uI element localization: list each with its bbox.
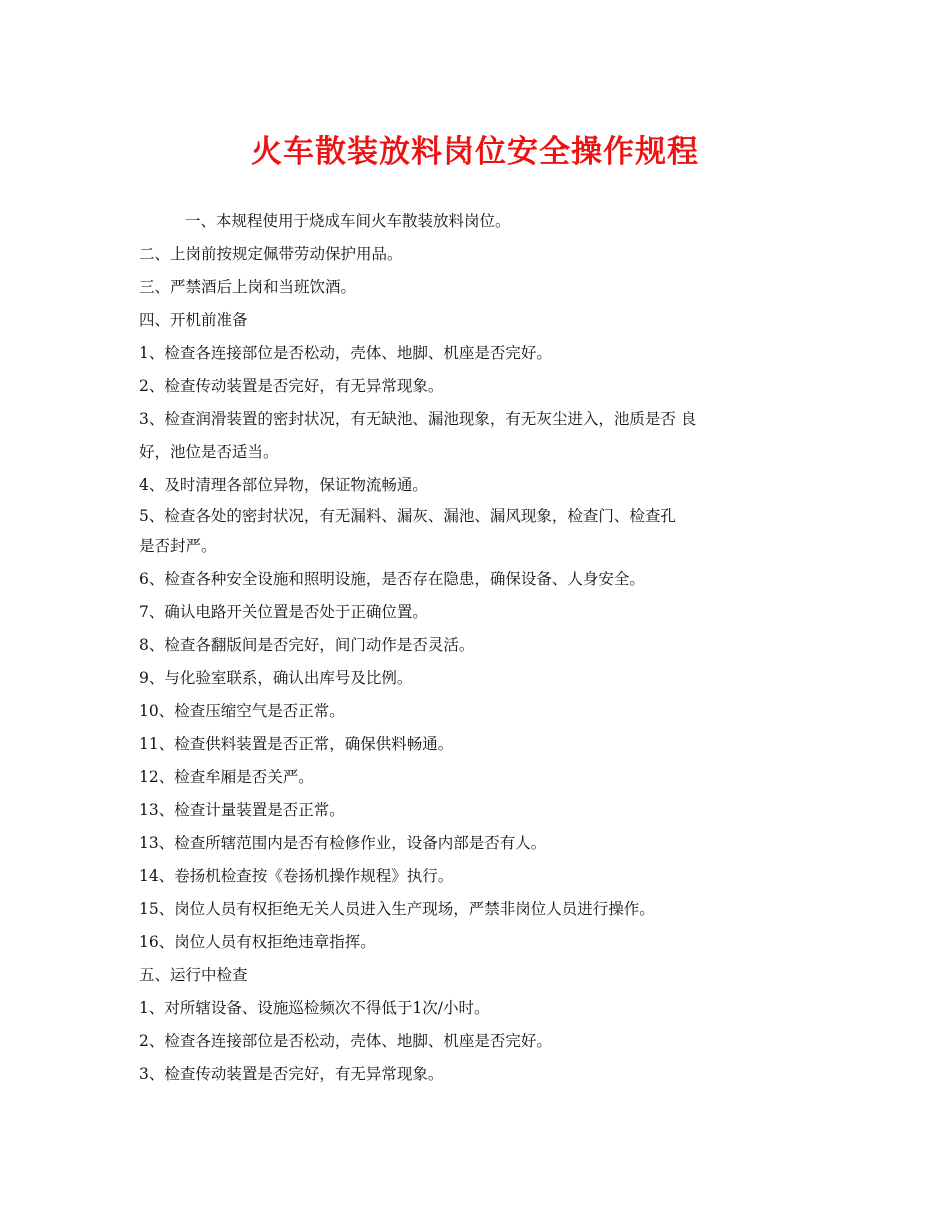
paragraph-line: 8、检查各翻版间是否完好，间门动作是否灵活。: [139, 636, 475, 654]
section-heading: 五、运行中检查: [139, 966, 248, 984]
section-heading: 四、开机前准备: [139, 311, 248, 329]
paragraph-line: 9、与化验室联系，确认出库号及比例。: [139, 669, 413, 687]
paragraph-line: 12、检查牟厢是否关严。: [139, 768, 314, 786]
paragraph-line: 11、检查供料装置是否正常，确保供料畅通。: [139, 735, 454, 753]
paragraph-line: 一、本规程使用于烧成车间火车散装放料岗位。: [185, 212, 511, 230]
document-title: 火车散装放料岗位安全操作规程: [251, 134, 699, 170]
paragraph-line: 好，池位是否适当。: [139, 443, 279, 461]
paragraph-line: 16、岗位人员有权拒绝违章指挥。: [139, 933, 376, 951]
paragraph-line: 1、检查各连接部位是否松动，壳体、地脚、机座是否完好。: [139, 344, 552, 362]
paragraph-line: 2、检查各连接部位是否松动，壳体、地脚、机座是否完好。: [139, 1032, 552, 1050]
paragraph-line: 5、检查各处的密封状况，有无漏料、漏灰、漏池、漏风现象，检查门、检查孔: [139, 507, 676, 525]
paragraph-line: 7、确认电路开关位置是否处于正确位置。: [139, 603, 428, 621]
paragraph-line: 1、对所辖设备、设施巡检频次不得低于1次/小时。: [139, 999, 490, 1017]
paragraph-line: 13、检查计量装置是否正常。: [139, 801, 345, 819]
paragraph-line: 13、检查所辖范围内是否有检修作业，设备内部是否有人。: [139, 834, 547, 852]
paragraph-line: 二、上岗前按规定佩带劳动保护用品。: [139, 245, 403, 263]
paragraph-line: 14、卷扬机检查按《卷扬机操作规程》执行。: [139, 867, 454, 885]
paragraph-line: 三、严禁酒后上岗和当班饮酒。: [139, 278, 357, 296]
paragraph-line: 3、检查传动装置是否完好，有无异常现象。: [139, 1065, 444, 1083]
paragraph-line: 15、岗位人员有权拒绝无关人员进入生产现场，严禁非岗位人员进行操作。: [139, 900, 655, 918]
paragraph-line: 6、检查各种安全设施和照明设施，是否存在隐患，确保设备、人身安全。: [139, 570, 645, 588]
paragraph-line: 10、检查压缩空气是否正常。: [139, 702, 345, 720]
document-body: [139, 205, 829, 1091]
paragraph-line: 2、检查传动装置是否完好，有无异常现象。: [139, 377, 444, 395]
paragraph-line: 3、检查润滑装置的密封状况，有无缺池、漏池现象，有无灰尘进入，池质是否 良: [139, 410, 697, 428]
paragraph-line: 是否封严。: [139, 537, 217, 555]
paragraph-line: 4、及时清理各部位异物，保证物流畅通。: [139, 476, 428, 494]
